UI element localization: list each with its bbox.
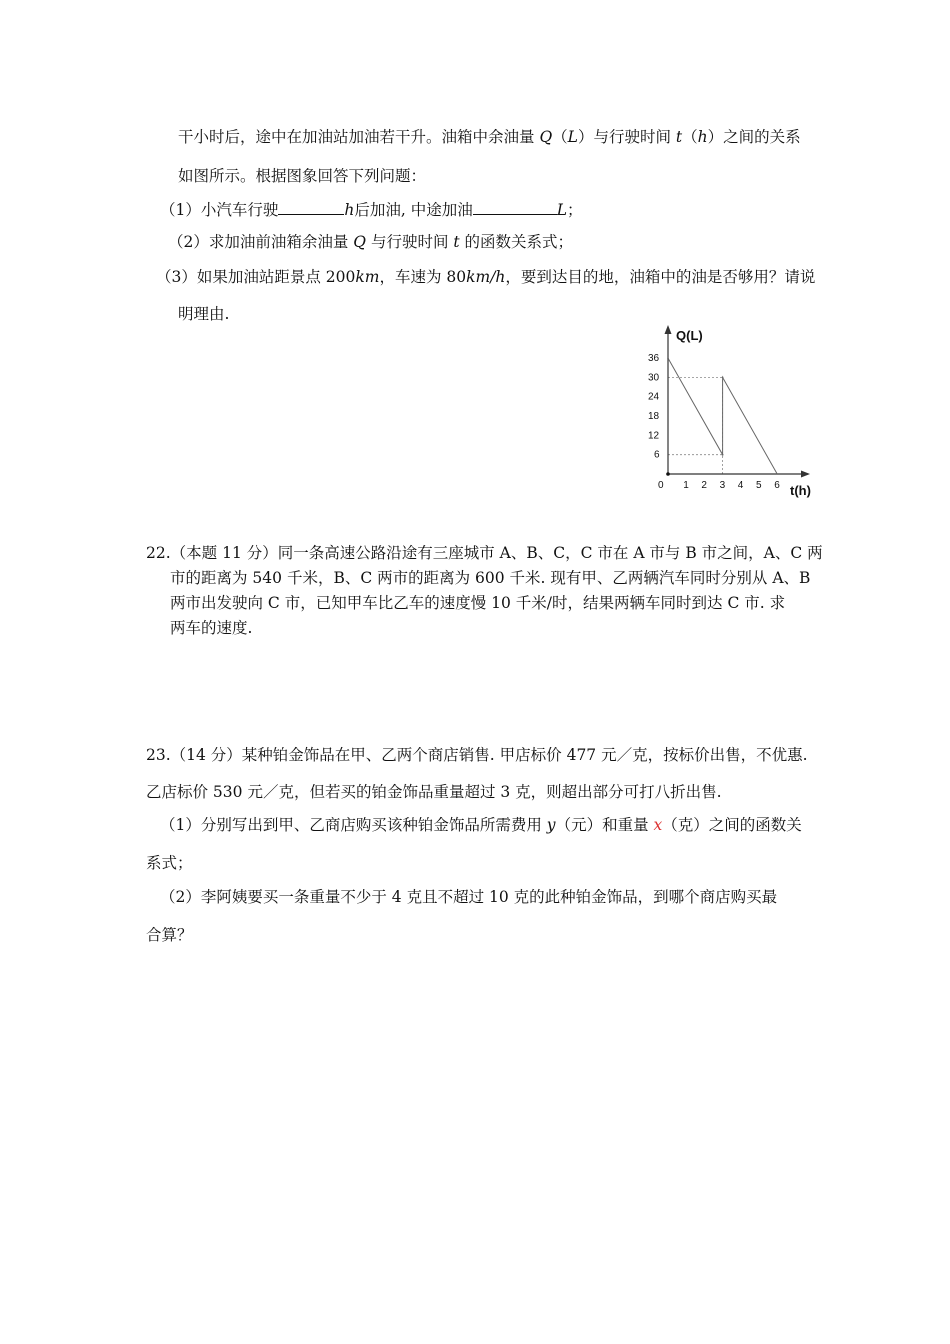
q22-line-1: 22.（本题 11 分）同一条高速公路沿途有三座城市 A、B、C，C 市在 A 市与 B 市之间，A、C 两 <box>146 544 823 562</box>
q23-line-1: 23.（14 分）某种铂金饰品在甲、乙两个商店销售. 甲店标价 477 元／克，按标价出售，不优惠. <box>146 746 808 764</box>
q21-part-3-cont: 明理由. <box>178 305 230 323</box>
axes <box>665 325 811 478</box>
y-tick-label: 12 <box>648 430 660 442</box>
y-tick-label: 24 <box>648 391 660 403</box>
var-x: x <box>653 816 663 834</box>
text: （元）和重量 <box>555 816 654 834</box>
q21-part-3 <box>156 267 815 287</box>
x-tick-label: 6 <box>774 480 780 491</box>
text: ，车速为 80 <box>379 268 467 286</box>
data-point <box>776 473 778 475</box>
text: 干小时后，途中在加油站加油若干升。油箱中余油量 <box>178 128 540 146</box>
guide-lines <box>668 377 723 474</box>
x-tick-label: 3 <box>719 480 726 491</box>
y-axis-arrow <box>665 325 672 334</box>
q22-line-2: 市的距离为 540 千米，B、C 两市的距离为 600 千米. 现有甲、乙两辆汽车同时分别从 A、B <box>170 569 811 587</box>
text: 与行驶时间 <box>366 233 454 251</box>
y-tick-label: 18 <box>648 411 660 423</box>
data-point <box>722 377 724 379</box>
q22-line-3: 两市出发驶向 C 市，已知甲车比乙车的速度慢 10 千米/时，结果两辆车同时到达 C 市. 求 <box>170 594 786 612</box>
text: ； <box>567 201 583 219</box>
x-tick-label: 2 <box>701 480 707 491</box>
q22-line-4: 两车的速度. <box>170 619 253 637</box>
q21-part-1 <box>160 199 583 220</box>
q23-line-6: 合算？ <box>146 926 193 944</box>
unit-kmh: km/h <box>466 268 506 286</box>
text: （ <box>552 128 568 146</box>
y-tick-label: 30 <box>648 372 660 384</box>
text: （3）如果加油站距景点 200 <box>156 268 356 286</box>
var-t: t <box>453 233 460 251</box>
answer-blank-hours[interactable] <box>278 199 344 215</box>
unit-l: L <box>556 201 568 219</box>
text: 的函数关系式； <box>459 233 574 251</box>
x-tick-label: 4 <box>737 480 744 491</box>
unit-h: h <box>344 201 355 219</box>
var-h: h <box>697 128 708 146</box>
var-q: Q <box>353 233 367 251</box>
unit-km: km <box>355 268 380 286</box>
fuel-time-graph <box>630 322 830 502</box>
q23-line-3 <box>160 815 802 835</box>
var-q: Q <box>539 128 553 146</box>
text: （1）分别写出到甲、乙商店购买该种铂金饰品所需费用 <box>160 816 547 834</box>
x-axis-label: t(h) <box>790 483 811 498</box>
q21-line-2: 如图所示。根据图象回答下列问题： <box>178 167 427 185</box>
var-t: t <box>675 128 683 146</box>
y-tick-label: 6 <box>654 449 660 461</box>
text: （ <box>682 128 698 146</box>
text: ）之间的关系 <box>707 128 801 146</box>
var-y: y <box>546 816 556 834</box>
q23-line-4: 系式； <box>146 854 193 872</box>
q21-line-1 <box>178 127 801 147</box>
text: ）与行驶时间 <box>577 128 676 146</box>
var-l: L <box>567 128 578 146</box>
origin-dot <box>666 472 670 476</box>
q21-part-2 <box>168 232 573 252</box>
x-axis-arrow <box>801 471 810 478</box>
text: （克）之间的函数关 <box>662 816 802 834</box>
x-tick-label: 0 <box>658 480 664 491</box>
text: （1）小汽车行驶 <box>160 201 279 219</box>
text: （2）求加油前油箱余油量 <box>168 233 354 251</box>
text: 后加油, 中途加油 <box>354 201 473 219</box>
y-tick-label: 36 <box>648 353 660 365</box>
y-axis-label: Q(L) <box>676 328 703 343</box>
x-tick-label: 5 <box>756 480 762 491</box>
q23-line-2: 乙店标价 530 元／克，但若买的铂金饰品重量超过 3 克，则超出部分可打八折出售. <box>146 783 722 801</box>
data-point <box>667 357 669 359</box>
x-tick-label: 1 <box>683 480 689 491</box>
data-point <box>722 454 724 456</box>
q23-line-5: （2）李阿姨要买一条重量不少于 4 克且不超过 10 克的此种铂金饰品，到哪个商店购买最 <box>160 888 778 906</box>
text: ，要到达目的地，油箱中的油是否够用？请说 <box>505 268 816 286</box>
answer-blank-liters[interactable] <box>473 199 557 215</box>
